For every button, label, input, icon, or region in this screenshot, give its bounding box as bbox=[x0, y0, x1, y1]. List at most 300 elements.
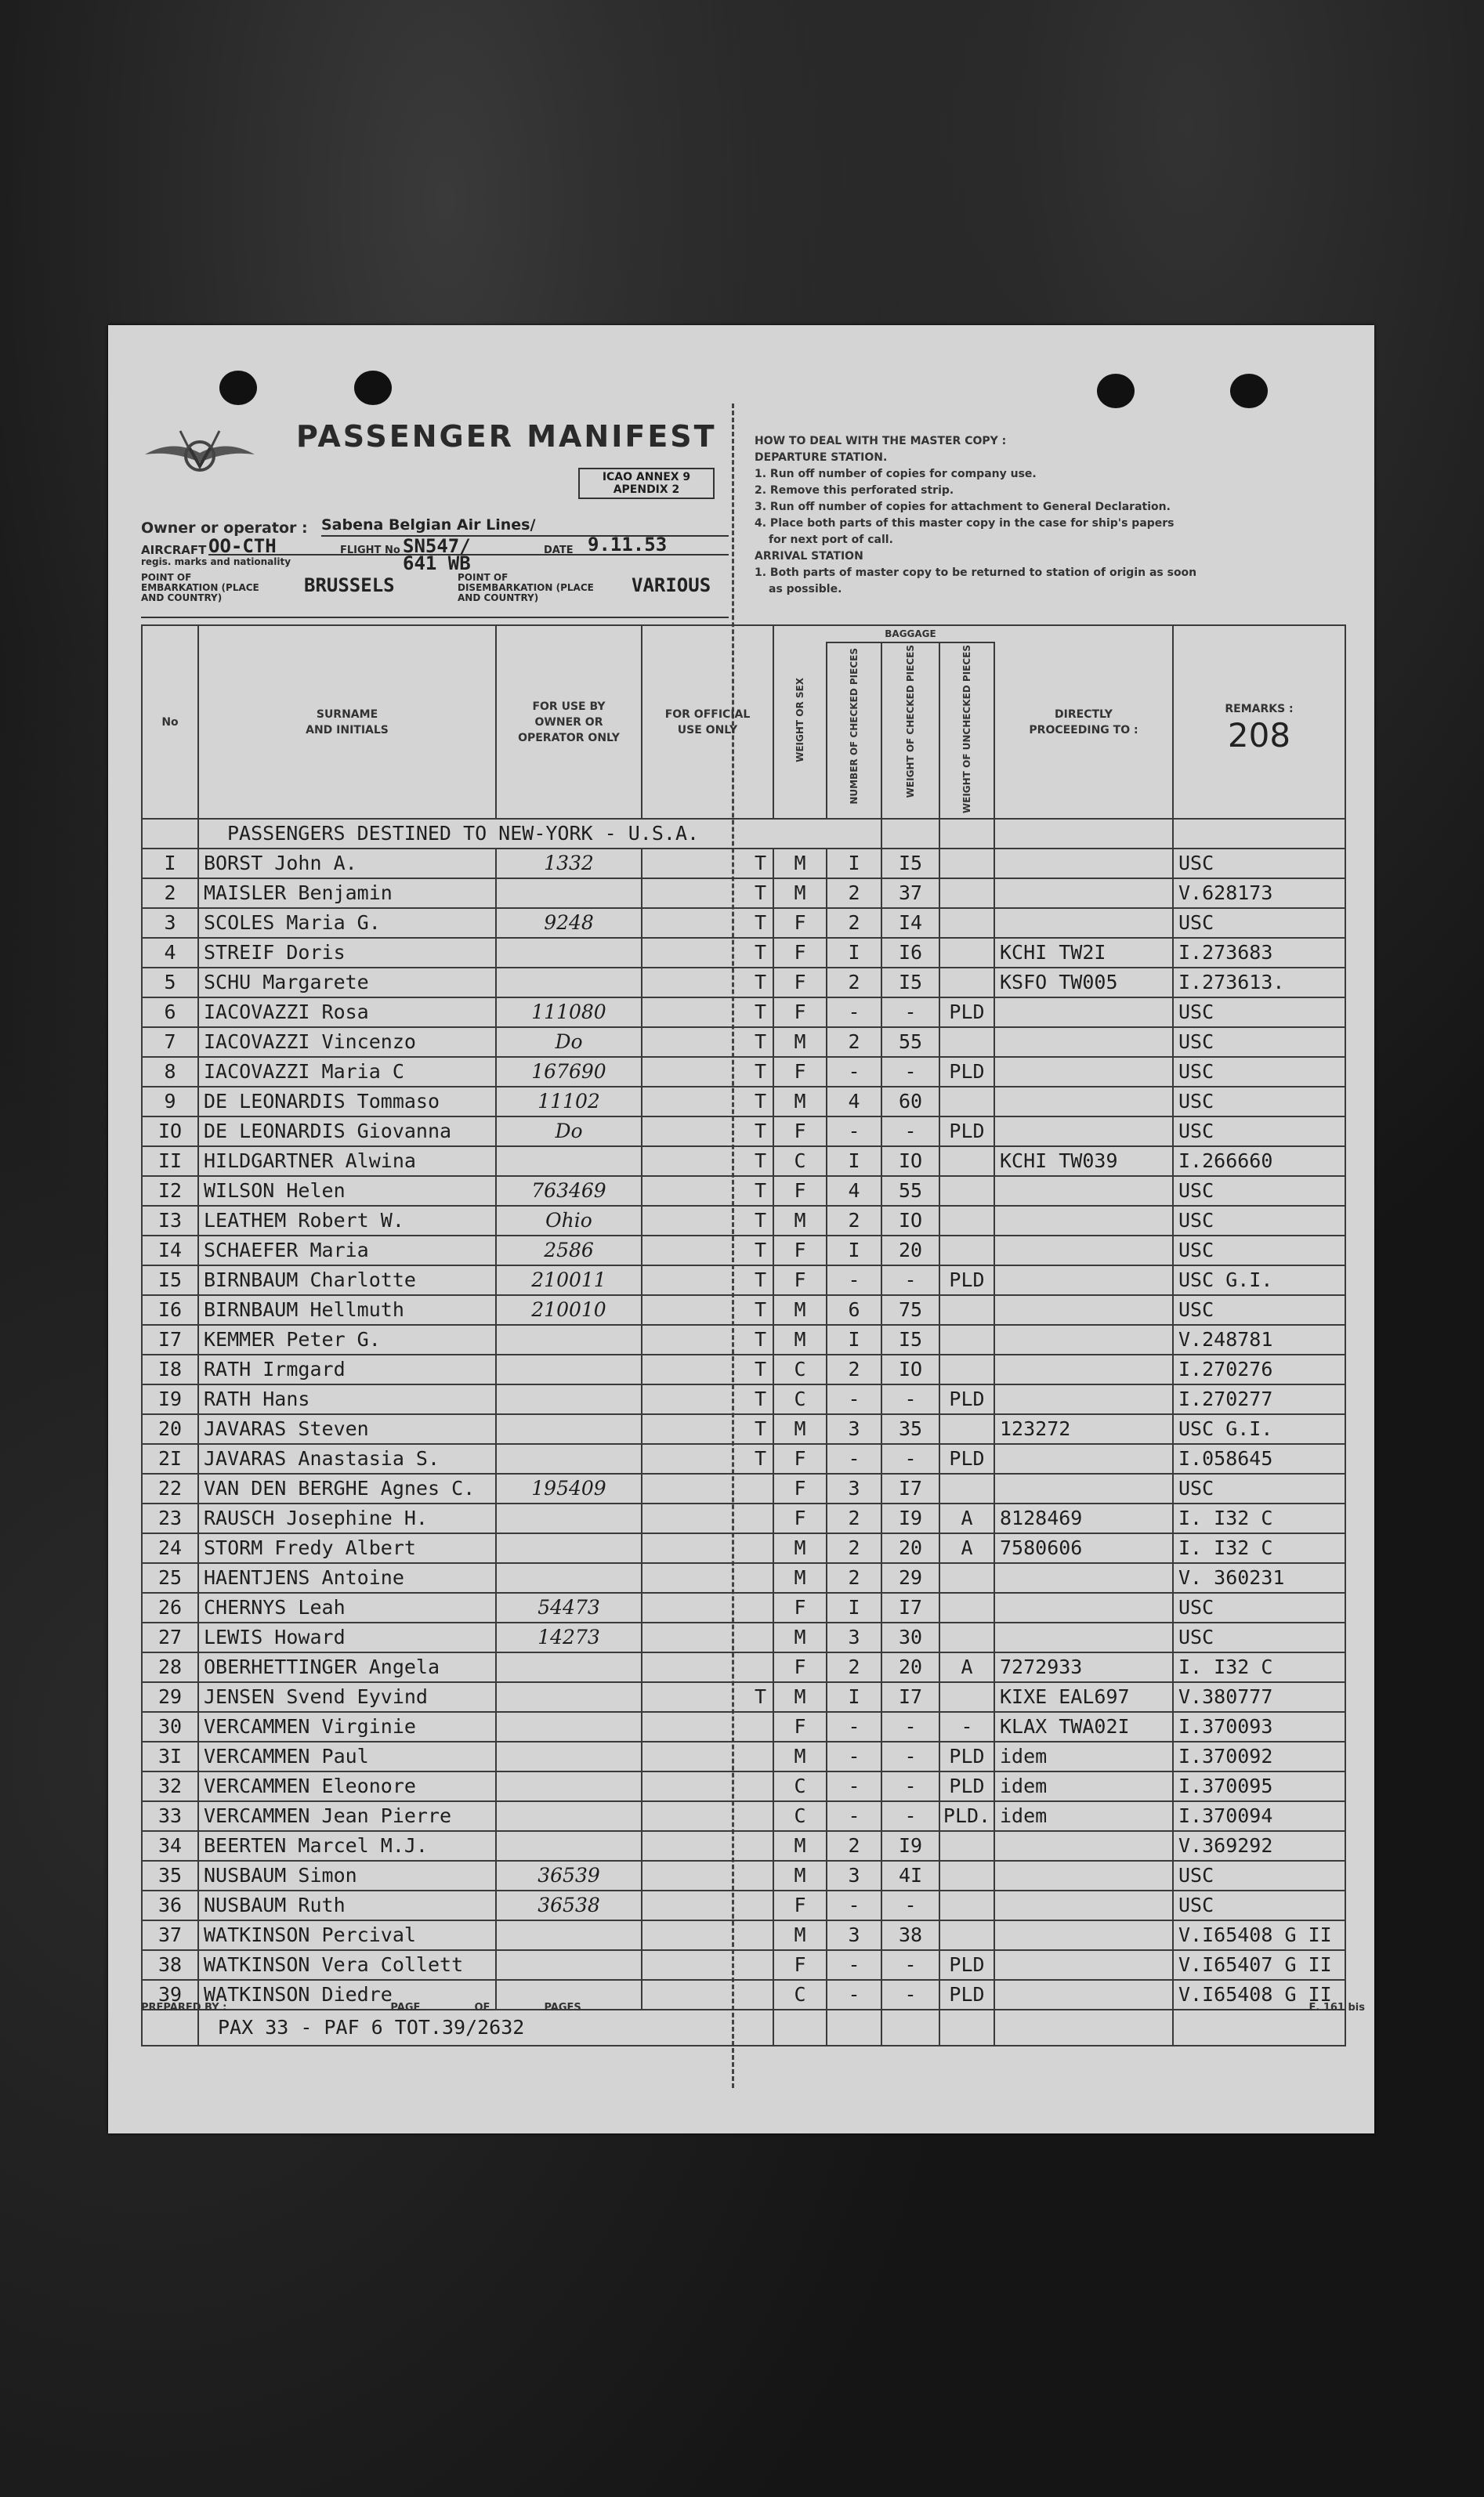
instruction-item: 1. Run off number of copies for company use. bbox=[755, 468, 1037, 480]
checked-pieces: I bbox=[827, 1325, 881, 1355]
passenger-name: SCHU Margarete bbox=[198, 968, 496, 997]
col-official-use bbox=[642, 625, 773, 819]
proceeding-to bbox=[994, 1474, 1173, 1504]
col-official-use-label: FOR OFFICIAL USE ONLY bbox=[664, 707, 751, 736]
unchecked-weight bbox=[939, 1176, 994, 1206]
col-remarks-label: REMARKS : bbox=[1225, 702, 1294, 715]
checked-weight: - bbox=[881, 1384, 939, 1414]
passenger-name: SCOLES Maria G. bbox=[198, 908, 496, 938]
table-row bbox=[142, 938, 1345, 968]
sex-value: F bbox=[773, 1593, 827, 1623]
official-use-value: T bbox=[642, 1295, 773, 1325]
unchecked-weight bbox=[939, 1295, 994, 1325]
section-cell-empty bbox=[939, 819, 994, 849]
proceeding-to bbox=[994, 1593, 1173, 1623]
remarks-value: USC bbox=[1173, 1027, 1345, 1057]
passenger-name: MAISLER Benjamin bbox=[198, 878, 496, 908]
table-row bbox=[142, 1831, 1345, 1861]
owner-use-value bbox=[496, 1384, 642, 1414]
table-row bbox=[142, 1116, 1345, 1146]
passenger-name: BEERTEN Marcel M.J. bbox=[198, 1831, 496, 1861]
owner-use-value: 2586 bbox=[496, 1236, 642, 1265]
punch-hole bbox=[354, 371, 392, 405]
checked-weight: - bbox=[881, 1950, 939, 1980]
unchecked-weight bbox=[939, 878, 994, 908]
row-number: 36 bbox=[142, 1891, 198, 1920]
owner-use-value bbox=[496, 1950, 642, 1980]
sex-value: F bbox=[773, 1950, 827, 1980]
passenger-name: IACOVAZZI Vincenzo bbox=[198, 1027, 496, 1057]
row-number: 30 bbox=[142, 1712, 198, 1742]
totals-cell-empty bbox=[994, 2010, 1173, 2046]
checked-pieces: 2 bbox=[827, 1504, 881, 1533]
owner-use-value bbox=[496, 1771, 642, 1801]
owner-use-value: 36538 bbox=[496, 1891, 642, 1920]
remarks-value: I.370092 bbox=[1173, 1742, 1345, 1771]
totals-cell-empty bbox=[939, 2010, 994, 2046]
table-row bbox=[142, 1414, 1345, 1444]
checked-pieces: 2 bbox=[827, 878, 881, 908]
unchecked-weight bbox=[939, 849, 994, 878]
row-number: 39 bbox=[142, 1980, 198, 2010]
passenger-name: IACOVAZZI Maria C bbox=[198, 1057, 496, 1087]
checked-weight: - bbox=[881, 1742, 939, 1771]
sex-value: F bbox=[773, 1265, 827, 1295]
sex-value: M bbox=[773, 1087, 827, 1116]
proceeding-to bbox=[994, 1295, 1173, 1325]
row-number: I8 bbox=[142, 1355, 198, 1384]
row-number: 9 bbox=[142, 1087, 198, 1116]
row-number: 2 bbox=[142, 878, 198, 908]
section-cell-empty bbox=[881, 819, 939, 849]
proceeding-to bbox=[994, 849, 1173, 878]
section-cell-empty bbox=[142, 819, 198, 849]
checked-pieces: 4 bbox=[827, 1176, 881, 1206]
sex-value: F bbox=[773, 1236, 827, 1265]
remarks-value: I.270276 bbox=[1173, 1355, 1345, 1384]
row-number: 35 bbox=[142, 1861, 198, 1891]
passenger-name: NUSBAUM Simon bbox=[198, 1861, 496, 1891]
checked-pieces: 2 bbox=[827, 1533, 881, 1563]
sex-value: F bbox=[773, 1444, 827, 1474]
table-header-row bbox=[142, 625, 1345, 819]
remarks-value: USC bbox=[1173, 1116, 1345, 1146]
proceeding-to bbox=[994, 908, 1173, 938]
official-use-value: T bbox=[642, 968, 773, 997]
proceeding-to bbox=[994, 1236, 1173, 1265]
proceeding-to bbox=[994, 1355, 1173, 1384]
section-cell-empty bbox=[994, 819, 1173, 849]
official-use-value bbox=[642, 1652, 773, 1682]
remarks-value: USC bbox=[1173, 1593, 1345, 1623]
sex-value: M bbox=[773, 1027, 827, 1057]
proceeding-to bbox=[994, 878, 1173, 908]
table-row bbox=[142, 1563, 1345, 1593]
sex-value: F bbox=[773, 938, 827, 968]
proceeding-to bbox=[994, 1950, 1173, 1980]
icao-annex-box bbox=[578, 468, 715, 499]
passenger-name: LEWIS Howard bbox=[198, 1623, 496, 1652]
owner-use-value: 9248 bbox=[496, 908, 642, 938]
col-surname bbox=[198, 625, 496, 819]
passenger-name: WATKINSON Diedre bbox=[198, 1980, 496, 2010]
remarks-value: USC bbox=[1173, 1176, 1345, 1206]
table-row bbox=[142, 1236, 1345, 1265]
row-number: 23 bbox=[142, 1504, 198, 1533]
owner-use-value: 763469 bbox=[496, 1176, 642, 1206]
checked-weight: 20 bbox=[881, 1533, 939, 1563]
official-use-value: T bbox=[642, 1414, 773, 1444]
passenger-name: WATKINSON Vera Collett bbox=[198, 1950, 496, 1980]
passenger-name: VERCAMMEN Paul bbox=[198, 1742, 496, 1771]
remarks-value: I.273683 bbox=[1173, 938, 1345, 968]
instruction-item: as possible. bbox=[769, 583, 842, 595]
table-row bbox=[142, 1325, 1345, 1355]
aircraft-value: OO-CTH bbox=[208, 535, 277, 557]
official-use-value bbox=[642, 1771, 773, 1801]
owner-use-value bbox=[496, 1831, 642, 1861]
unchecked-weight bbox=[939, 1593, 994, 1623]
checked-pieces: I bbox=[827, 1146, 881, 1176]
row-number: I6 bbox=[142, 1295, 198, 1325]
col-wt-checked bbox=[881, 625, 939, 819]
unchecked-weight bbox=[939, 1563, 994, 1593]
owner-use-value: 111080 bbox=[496, 997, 642, 1027]
owner-use-value bbox=[496, 1355, 642, 1384]
official-use-value: T bbox=[642, 1176, 773, 1206]
instructions-heading: HOW TO DEAL WITH THE MASTER COPY : bbox=[755, 435, 1007, 447]
checked-weight: - bbox=[881, 1712, 939, 1742]
proceeding-to bbox=[994, 1861, 1173, 1891]
remarks-value: USC bbox=[1173, 1206, 1345, 1236]
proceeding-to: KIXE EAL697 bbox=[994, 1682, 1173, 1712]
sex-value: F bbox=[773, 1116, 827, 1146]
checked-pieces: 4 bbox=[827, 1087, 881, 1116]
page-label: PAGE bbox=[390, 2002, 421, 2014]
owner-use-value bbox=[496, 1682, 642, 1712]
owner-use-value: 54473 bbox=[496, 1593, 642, 1623]
official-use-value: T bbox=[642, 1265, 773, 1295]
aircraft-line bbox=[208, 554, 729, 555]
remarks-value: USC bbox=[1173, 1295, 1345, 1325]
remarks-value: USC bbox=[1173, 1861, 1345, 1891]
sex-value: F bbox=[773, 997, 827, 1027]
passenger-name: BIRNBAUM Hellmuth bbox=[198, 1295, 496, 1325]
icao-line: APENDIX 2 bbox=[613, 483, 680, 496]
owner-use-value: 1332 bbox=[496, 849, 642, 878]
owner-use-value: Ohio bbox=[496, 1206, 642, 1236]
checked-weight: I4 bbox=[881, 908, 939, 938]
official-use-value bbox=[642, 1504, 773, 1533]
row-number: 2I bbox=[142, 1444, 198, 1474]
row-number: I9 bbox=[142, 1384, 198, 1414]
official-use-value: T bbox=[642, 1325, 773, 1355]
row-number: 3I bbox=[142, 1742, 198, 1771]
official-use-value: T bbox=[642, 1057, 773, 1087]
checked-pieces: - bbox=[827, 1384, 881, 1414]
checked-weight: 35 bbox=[881, 1414, 939, 1444]
checked-weight: 55 bbox=[881, 1027, 939, 1057]
passenger-name: DE LEONARDIS Tommaso bbox=[198, 1087, 496, 1116]
sex-value: M bbox=[773, 1295, 827, 1325]
totals-cell-empty bbox=[142, 2010, 198, 2046]
col-remarks bbox=[1173, 625, 1345, 819]
proceeding-to: KLAX TWA02I bbox=[994, 1712, 1173, 1742]
checked-weight: 75 bbox=[881, 1295, 939, 1325]
unchecked-weight bbox=[939, 938, 994, 968]
table-row bbox=[142, 968, 1345, 997]
owner-use-value bbox=[496, 878, 642, 908]
table-row bbox=[142, 1891, 1345, 1920]
passenger-name: DE LEONARDIS Giovanna bbox=[198, 1116, 496, 1146]
sex-value: M bbox=[773, 849, 827, 878]
official-use-value bbox=[642, 1563, 773, 1593]
unchecked-weight bbox=[939, 1087, 994, 1116]
remarks-value: USC bbox=[1173, 1087, 1345, 1116]
manifest-sheet bbox=[108, 325, 1374, 2133]
sex-value: F bbox=[773, 1891, 827, 1920]
remarks-value: V.628173 bbox=[1173, 878, 1345, 908]
official-use-value: T bbox=[642, 938, 773, 968]
unchecked-weight: PLD bbox=[939, 1384, 994, 1414]
checked-weight: - bbox=[881, 1891, 939, 1920]
remarks-value: I.270277 bbox=[1173, 1384, 1345, 1414]
checked-weight: I5 bbox=[881, 968, 939, 997]
instruction-item: 4. Place both parts of this master copy in the case for ship's papers bbox=[755, 517, 1175, 530]
unchecked-weight: A bbox=[939, 1652, 994, 1682]
owner-line bbox=[321, 535, 729, 537]
col-sex-label: WEIGHT OR SEX bbox=[794, 677, 805, 762]
remarks-value: I. I32 C bbox=[1173, 1504, 1345, 1533]
unchecked-weight: A bbox=[939, 1504, 994, 1533]
remarks-value: USC bbox=[1173, 1474, 1345, 1504]
row-number: 5 bbox=[142, 968, 198, 997]
checked-pieces: 2 bbox=[827, 1355, 881, 1384]
proceeding-to bbox=[994, 1176, 1173, 1206]
sex-value: M bbox=[773, 1414, 827, 1444]
proceeding-to: KCHI TW2I bbox=[994, 938, 1173, 968]
official-use-value: T bbox=[642, 908, 773, 938]
remarks-value: V.I65408 G II bbox=[1173, 1980, 1345, 2010]
passenger-name: VERCAMMEN Eleonore bbox=[198, 1771, 496, 1801]
official-use-value bbox=[642, 1980, 773, 2010]
table-row bbox=[142, 878, 1345, 908]
checked-weight: 55 bbox=[881, 1176, 939, 1206]
row-number: 28 bbox=[142, 1652, 198, 1682]
official-use-value: T bbox=[642, 1384, 773, 1414]
checked-pieces: - bbox=[827, 1057, 881, 1087]
remarks-value: I. I32 C bbox=[1173, 1652, 1345, 1682]
instruction-item: 1. Both parts of master copy to be returned to station of origin as soon bbox=[755, 566, 1197, 579]
form-number: E. 161 bis bbox=[1308, 2002, 1365, 2014]
prepared-by-label: PREPARED BY : bbox=[141, 2002, 227, 2014]
owner-use-value: 210011 bbox=[496, 1265, 642, 1295]
proceeding-to: 7580606 bbox=[994, 1533, 1173, 1563]
unchecked-weight bbox=[939, 1891, 994, 1920]
passenger-name: STORM Fredy Albert bbox=[198, 1533, 496, 1563]
proceeding-to: idem bbox=[994, 1771, 1173, 1801]
checked-weight: - bbox=[881, 1116, 939, 1146]
col-owner-use-label: FOR USE BY OWNER OR OPERATOR ONLY bbox=[518, 700, 620, 744]
remarks-value: V.369292 bbox=[1173, 1831, 1345, 1861]
instructions-departure: DEPARTURE STATION. bbox=[755, 451, 888, 464]
row-number: 37 bbox=[142, 1920, 198, 1950]
col-directly bbox=[994, 625, 1173, 819]
unchecked-weight: - bbox=[939, 1712, 994, 1742]
unchecked-weight: PLD. bbox=[939, 1801, 994, 1831]
proceeding-to bbox=[994, 997, 1173, 1027]
row-number: 34 bbox=[142, 1831, 198, 1861]
row-number: I4 bbox=[142, 1236, 198, 1265]
checked-weight: I9 bbox=[881, 1831, 939, 1861]
checked-weight: I7 bbox=[881, 1474, 939, 1504]
table-row bbox=[142, 1920, 1345, 1950]
row-number: 6 bbox=[142, 997, 198, 1027]
sex-value: F bbox=[773, 1474, 827, 1504]
owner-use-value bbox=[496, 968, 642, 997]
row-number: 7 bbox=[142, 1027, 198, 1057]
punch-hole bbox=[1230, 374, 1268, 408]
official-use-value: T bbox=[642, 1236, 773, 1265]
proceeding-to: 7272933 bbox=[994, 1652, 1173, 1682]
sex-value: M bbox=[773, 878, 827, 908]
official-use-value bbox=[642, 1801, 773, 1831]
unchecked-weight bbox=[939, 1861, 994, 1891]
sex-value: C bbox=[773, 1980, 827, 2010]
passenger-name: SCHAEFER Maria bbox=[198, 1236, 496, 1265]
unchecked-weight bbox=[939, 1920, 994, 1950]
checked-pieces: 3 bbox=[827, 1920, 881, 1950]
official-use-value bbox=[642, 1950, 773, 1980]
table-row bbox=[142, 1146, 1345, 1176]
remarks-value: USC G.I. bbox=[1173, 1265, 1345, 1295]
checked-weight: - bbox=[881, 1265, 939, 1295]
col-baggage-label: BAGGAGE bbox=[826, 626, 995, 643]
sex-value: F bbox=[773, 908, 827, 938]
table-row bbox=[142, 1950, 1345, 1980]
passenger-name: WATKINSON Percival bbox=[198, 1920, 496, 1950]
checked-pieces: - bbox=[827, 1265, 881, 1295]
checked-weight: I7 bbox=[881, 1593, 939, 1623]
unchecked-weight bbox=[939, 1027, 994, 1057]
table-row bbox=[142, 849, 1345, 878]
remarks-value: I.266660 bbox=[1173, 1146, 1345, 1176]
checked-pieces: 2 bbox=[827, 908, 881, 938]
checked-weight: IO bbox=[881, 1355, 939, 1384]
sex-value: F bbox=[773, 1057, 827, 1087]
checked-weight: - bbox=[881, 1980, 939, 2010]
sex-value: F bbox=[773, 968, 827, 997]
owner-use-value bbox=[496, 1444, 642, 1474]
sex-value: M bbox=[773, 1325, 827, 1355]
sex-value: M bbox=[773, 1623, 827, 1652]
table-row bbox=[142, 908, 1345, 938]
checked-weight: I6 bbox=[881, 938, 939, 968]
remarks-value: USC bbox=[1173, 1057, 1345, 1087]
sex-value: F bbox=[773, 1712, 827, 1742]
totals-text: PAX 33 - PAF 6 TOT.39/2632 bbox=[198, 2010, 773, 2046]
table-row bbox=[142, 1206, 1345, 1236]
row-number: 29 bbox=[142, 1682, 198, 1712]
passenger-name: VERCAMMEN Jean Pierre bbox=[198, 1801, 496, 1831]
remarks-value: USC bbox=[1173, 1236, 1345, 1265]
official-use-value: T bbox=[642, 1355, 773, 1384]
checked-weight: 20 bbox=[881, 1652, 939, 1682]
official-use-value: T bbox=[642, 878, 773, 908]
unchecked-weight: PLD bbox=[939, 1444, 994, 1474]
passenger-rows bbox=[142, 849, 1345, 2010]
checked-weight: I5 bbox=[881, 849, 939, 878]
checked-pieces: - bbox=[827, 1444, 881, 1474]
flight-label: FLIGHT No bbox=[340, 545, 400, 556]
row-number: 20 bbox=[142, 1414, 198, 1444]
remarks-value: V.I65408 G II bbox=[1173, 1920, 1345, 1950]
proceeding-to bbox=[994, 1623, 1173, 1652]
proceeding-to bbox=[994, 1057, 1173, 1087]
passenger-name: KEMMER Peter G. bbox=[198, 1325, 496, 1355]
checked-weight: 38 bbox=[881, 1920, 939, 1950]
sex-value: M bbox=[773, 1831, 827, 1861]
owner-use-value bbox=[496, 1504, 642, 1533]
sex-value: M bbox=[773, 1682, 827, 1712]
owner-use-value bbox=[496, 1742, 642, 1771]
of-label: OF bbox=[474, 2002, 490, 2014]
checked-pieces: 2 bbox=[827, 1563, 881, 1593]
row-number: 3 bbox=[142, 908, 198, 938]
proceeding-to: KCHI TW039 bbox=[994, 1146, 1173, 1176]
checked-pieces: I bbox=[827, 938, 881, 968]
sex-value: F bbox=[773, 1504, 827, 1533]
checked-weight: - bbox=[881, 1444, 939, 1474]
table-row bbox=[142, 1682, 1345, 1712]
totals-cell-empty bbox=[881, 2010, 939, 2046]
proceeding-to bbox=[994, 1980, 1173, 2010]
row-number: I2 bbox=[142, 1176, 198, 1206]
remarks-value: V.248781 bbox=[1173, 1325, 1345, 1355]
row-number: 38 bbox=[142, 1950, 198, 1980]
checked-weight: 20 bbox=[881, 1236, 939, 1265]
passenger-name: JENSEN Svend Eyvind bbox=[198, 1682, 496, 1712]
table-row bbox=[142, 1504, 1345, 1533]
instruction-item: 3. Run off number of copies for attachment to General Declaration. bbox=[755, 501, 1171, 513]
sex-value: M bbox=[773, 1533, 827, 1563]
checked-weight: IO bbox=[881, 1146, 939, 1176]
row-number: 22 bbox=[142, 1474, 198, 1504]
unchecked-weight bbox=[939, 908, 994, 938]
proceeding-to bbox=[994, 1087, 1173, 1116]
checked-pieces: - bbox=[827, 1771, 881, 1801]
sex-value: M bbox=[773, 1206, 827, 1236]
sex-value: F bbox=[773, 1176, 827, 1206]
aircraft-label: AIRCRAFT bbox=[141, 543, 207, 557]
instruction-item: 2. Remove this perforated strip. bbox=[755, 484, 954, 497]
official-use-value: T bbox=[642, 1682, 773, 1712]
totals-row bbox=[142, 2010, 1345, 2046]
section-cell-empty bbox=[1173, 819, 1345, 849]
table-row bbox=[142, 1742, 1345, 1771]
checked-weight: - bbox=[881, 1771, 939, 1801]
checked-pieces: I bbox=[827, 1682, 881, 1712]
owner-use-value: 210010 bbox=[496, 1295, 642, 1325]
row-number: I5 bbox=[142, 1265, 198, 1295]
owner-use-value bbox=[496, 1146, 642, 1176]
disembark-value: VARIOUS bbox=[632, 574, 711, 596]
icao-line: ICAO ANNEX 9 bbox=[602, 471, 691, 483]
checked-weight: - bbox=[881, 1057, 939, 1087]
owner-use-value: Do bbox=[496, 1116, 642, 1146]
official-use-value: T bbox=[642, 1206, 773, 1236]
passenger-name: VERCAMMEN Virginie bbox=[198, 1712, 496, 1742]
